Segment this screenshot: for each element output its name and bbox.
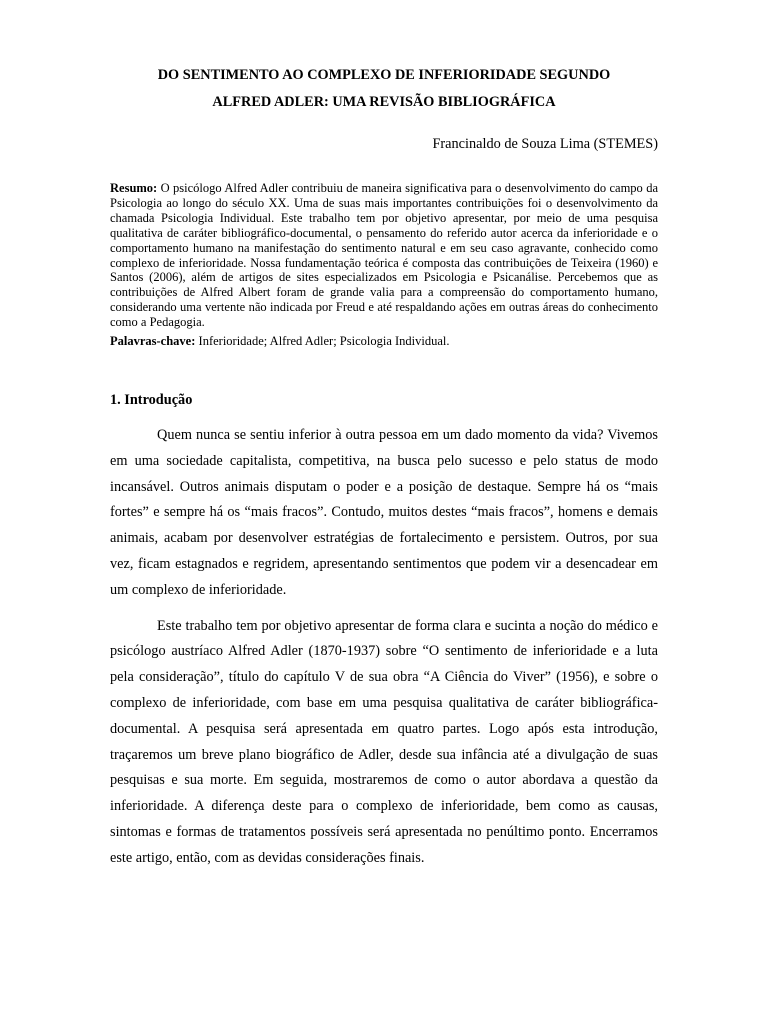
paper-title-line-1: DO SENTIMENTO AO COMPLEXO DE INFERIORIDADE SEGUNDO — [157, 67, 611, 83]
document-page — [110, 62, 658, 872]
body-paragraph: Este trabalho tem por objetivo apresentar de forma clara e sucinta a noção do médico e psicólogo austríaco Alfred Adler (1870-1937) sobre “O sentimento de inferioridade e a luta pela consideração”, título do capítulo V de sua obra “A Ciência do Viver” (1956), e sobre o complexo de inferioridade, com base em uma pesquisa qualitativa de caráter bibliográfica-documental. A pesquisa será apresentada em quatro partes. Logo após esta introdução, traçaremos um breve plano biográfico de Adler, desde sua infância até a divulgação de suas pesquisas e sua morte. Em seguida, mostraremos de como o autor abordava a questão da inferioridade. A diferença deste para o complexo de inferioridade, bem como as causas, sintomas e formas de tratamentos possíveis será apresentada no penúltimo ponto. Encerramos este artigo, então, com as devidas considerações finais. — [110, 617, 658, 866]
paper-title-line-2: ALFRED ADLER: UMA REVISÃO BIBLIOGRÁFICA — [212, 94, 556, 110]
keywords-text: Inferioridade; Alfred Adler; Psicologia Individual. — [195, 334, 450, 349]
abstract-label: Resumo: — [110, 181, 158, 195]
abstract-text: O psicólogo Alfred Adler contribuiu de maneira significativa para o desenvolvimento do campo da Psicologia ao longo do século XX. Uma de suas mais importantes contribuições foi o desenvolvimento da chamada Psicologia Individual. Este trabalho tem por objetivo apresentar, por meio de uma pesquisa qualitativa de caráter bibliográfico-documental, o pensamento do referido autor acerca da inferioridade e o comportamento humano na manifestação do sentimento natural e em seu caso agravante, conhecido como complexo de inferioridade. Nossa fundamentação teórica é composta das contribuições de Teixeira (1960) e Santos (2006), além de artigos de sites especializados em Psicologia e Psicanálise. Percebemos que as contribuições de Alfred Albert foram de grande valia para a compreensão do comportamento humano, considerando uma vertente não indicada por Freud e até respaldando ações em outras áreas do conhecimento como a Pedagogia. — [110, 181, 658, 330]
paper-title — [110, 62, 658, 116]
section-heading: 1. Introdução — [110, 391, 193, 408]
keywords — [110, 334, 658, 349]
keywords-label: Palavras-chave: — [110, 334, 196, 349]
author-line: Francinaldo de Souza Lima (STEMES) — [432, 136, 658, 152]
body-paragraph: Quem nunca se sentiu inferior à outra pessoa em um dado momento da vida? Vivemos em uma sociedade capitalista, competitiva, na busca pelo sucesso e pelo status de modo incansável. Outros animais disputam o poder e a posição de destaque. Sempre há os “mais fortes” e sempre há os “mais fracos”. Contudo, muitos destes “mais fracos”, homens e demais animais, acabam por desenvolver estratégias de fortalecimento e persistem. Outros, por sua vez, ficam estagnados e regridem, apresentando sentimentos que podem vir a desencadear em um complexo de inferioridade. — [110, 426, 658, 598]
abstract — [110, 181, 658, 330]
